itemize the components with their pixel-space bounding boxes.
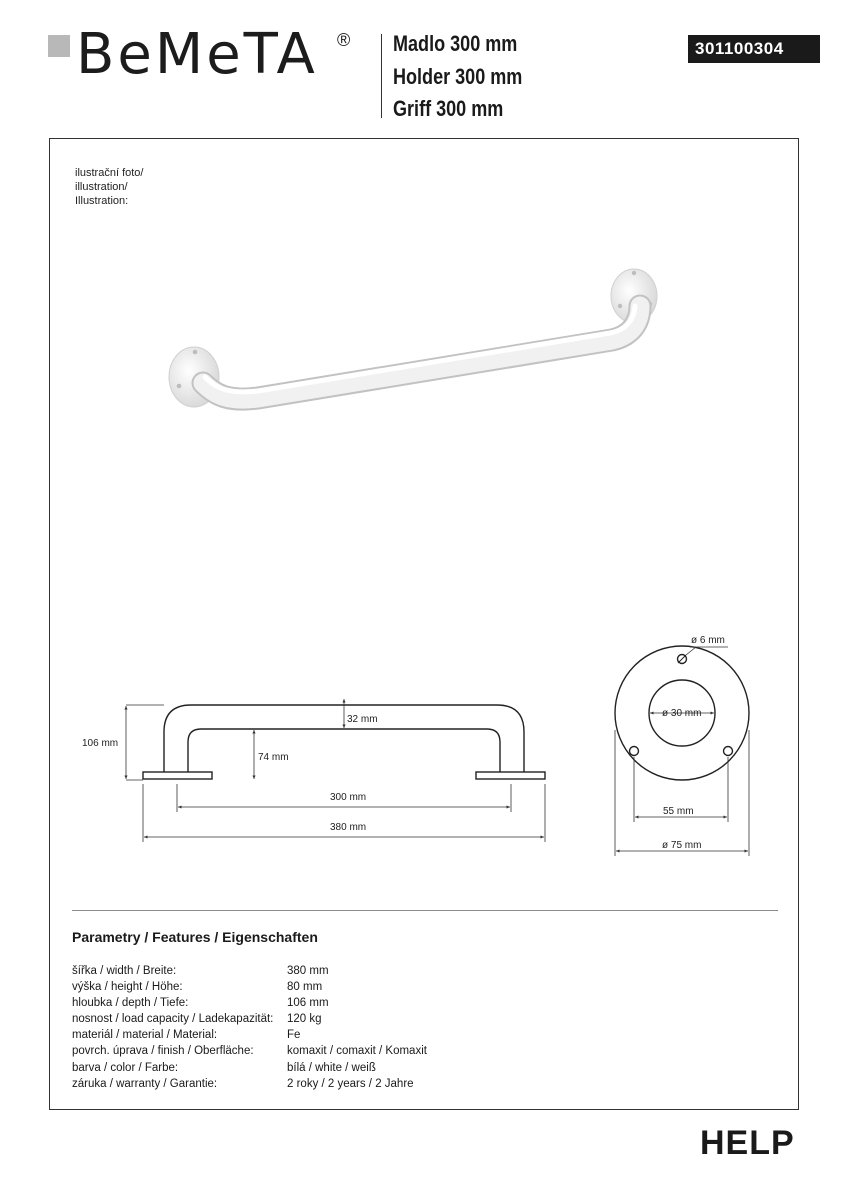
registered-mark: ®: [337, 30, 351, 50]
feature-row: [72, 1043, 427, 1059]
feature-label: barva / color / Farbe:: [72, 1061, 179, 1074]
feature-row: [72, 1076, 427, 1092]
feature-label: výška / height / Höhe:: [72, 981, 183, 994]
feature-value: 120 kg: [287, 1013, 322, 1026]
features-title: Parametry / Features / Eigenschaften: [72, 929, 318, 945]
left-base-plate: [143, 772, 212, 779]
help-logo: HELP: [700, 1124, 795, 1162]
height-dimension-label: 106 mm: [82, 738, 119, 749]
features-table: [72, 963, 427, 1092]
right-base-plate: [476, 772, 545, 779]
hole-spacing-label: 55 mm: [663, 806, 694, 817]
feature-value: 2 roky / 2 years / 2 Jahre: [287, 1077, 414, 1090]
feature-row: [72, 995, 427, 1011]
right-screw-hole: [724, 747, 733, 756]
inner-diameter-label: ø 30 mm: [662, 708, 702, 719]
feature-row: [72, 1027, 427, 1043]
feature-value: Fe: [287, 1029, 301, 1042]
feature-label: povrch. úprava / finish / Oberfläche:: [72, 1045, 254, 1058]
side-elevation-dimensions: [126, 699, 545, 842]
illustration-label-de: Illustration:: [75, 195, 129, 207]
hole-diameter-label: ø 6 mm: [691, 635, 725, 646]
feature-value: komaxit / comaxit / Komaxit: [287, 1045, 427, 1058]
inner-height-dimension-label: 74 mm: [258, 752, 289, 763]
feature-value: 380 mm: [287, 965, 329, 977]
section-divider: [72, 910, 778, 911]
feature-row: [72, 979, 427, 995]
plate-front-dimensions: [615, 647, 749, 856]
product-code-badge: 301100304: [688, 35, 820, 63]
feature-label: záruka / warranty / Garantie:: [72, 1077, 218, 1090]
illustration-label-en: illustration/: [75, 181, 128, 193]
title-cz: Madlo 300 mm: [393, 31, 518, 56]
feature-label: materiál / material / Material:: [72, 1029, 218, 1042]
feature-row: [72, 1060, 427, 1076]
brand-logo: BeMeTA: [76, 22, 318, 87]
feature-label: šířka / width / Breite:: [72, 965, 177, 977]
title-en: Holder 300 mm: [393, 63, 523, 89]
feature-row: [72, 1011, 427, 1027]
illustration-label-cz: ilustrační foto/: [75, 167, 144, 179]
top-gap-dimension-label: 32 mm: [347, 714, 378, 725]
title-de: Griff 300 mm: [393, 96, 504, 121]
feature-value: 106 mm: [287, 997, 329, 1010]
left-screw-hole: [630, 747, 639, 756]
feature-value: 80 mm: [287, 981, 323, 994]
overall-width-dimension-label: 380 mm: [330, 822, 367, 833]
bar-inner-outline: [188, 729, 500, 772]
product-illustration: [169, 269, 657, 407]
feature-label: hloubka / depth / Tiefe:: [72, 997, 189, 1010]
feature-value: bílá / white / weiß: [287, 1061, 376, 1074]
feature-label: nosnost / load capacity / Ladekapazität:: [72, 1013, 274, 1026]
inner-width-dimension-label: 300 mm: [330, 792, 367, 803]
outer-diameter-label: ø 75 mm: [662, 840, 702, 851]
feature-row: [72, 963, 427, 979]
